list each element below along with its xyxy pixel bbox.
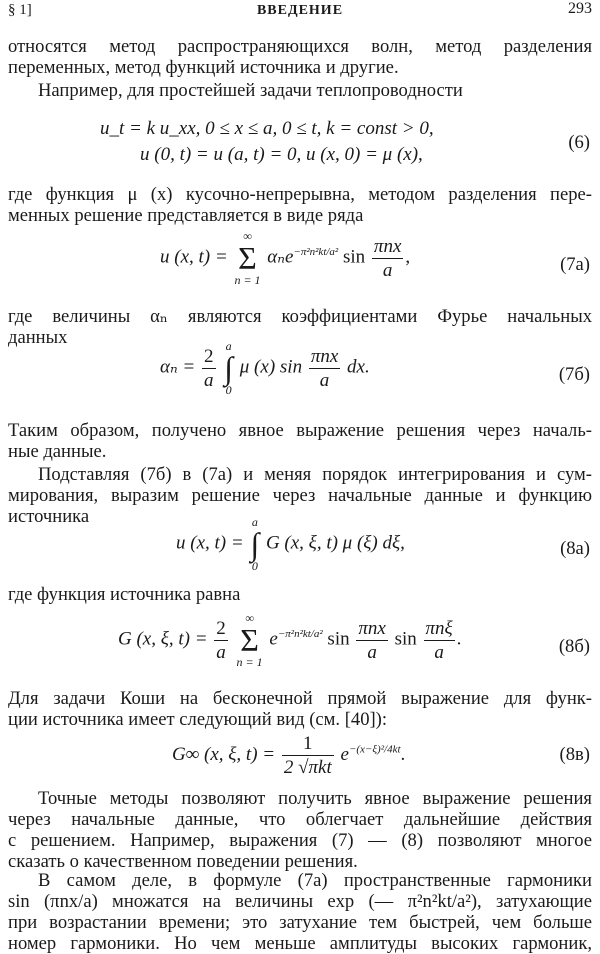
paragraph-7 (8, 584, 592, 605)
equation-number: (8б) (558, 636, 590, 657)
text-line: через начальные данные, что облегчает дальнейшие действия (8, 809, 592, 830)
text-line: номер гармоники. Но чем меньше амплитуды высоких гармоник, (8, 933, 592, 954)
fraction: $\frac{2}{a}$ (204, 345, 214, 391)
text-line: менных решение представляется в виде ряда (8, 205, 364, 226)
fraction: $\frac{1}{\text{2 √πkt}}$ (283, 733, 332, 778)
text-line: Подставляя (7б) в (7а) и меняя порядок интегрирования и сум- (38, 464, 592, 485)
text-line: где функция μ (x) кусочно-непрерывна, методом разделения пере- (8, 184, 592, 205)
text-line: с решением. Например, выражения (7) — (8) позволяют многое (8, 830, 592, 851)
text-line: источника (8, 506, 90, 527)
equation-line: u (0, t) = u (a, t) = 0, u (x, 0) = μ (x), (140, 144, 423, 165)
integral-sign: a ∫ 0 (224, 339, 234, 397)
fraction: $\frac{\text{πnx}}{a}$ (373, 235, 402, 281)
text-line: ции источника имеет следующий вид (см. [40]): (8, 709, 388, 730)
text-line: где функция источника равна (8, 584, 241, 605)
fraction: $\frac{2}{a}$ (216, 617, 226, 663)
summation-sign: ∞ Σ n = 1 (234, 229, 261, 287)
fraction: $\frac{\text{πnx}}{a}$ (310, 345, 339, 391)
text-line: В самом деле, в формуле (7а) пространственные гармоники (38, 870, 592, 891)
text-line: относятся метод распространяющихся волн, метод разделения (8, 36, 592, 57)
equation-number: (7б) (558, 364, 590, 385)
text-line: где величины αₙ являются коэффициентами Фурье начальных (8, 306, 592, 327)
equation-lhs: u (x, t) = (160, 246, 228, 268)
paragraph-10 (8, 870, 592, 954)
equation-number: (6) (568, 132, 590, 153)
text-line: переменных, метод функций источника и другие. (8, 57, 399, 78)
text-line: ные данные. (8, 441, 107, 462)
text-line: sin (πnx/a) множатся на величины exp (— π²n²kt/a²), затухающие (8, 891, 592, 912)
paragraph-1 (8, 36, 592, 78)
equation-6 (0, 118, 600, 168)
paragraph-2 (8, 80, 592, 101)
equation-8b: G (x, ξ, t) = $\frac{2}{a}$ ∞ Σ n = 1 $e^{-\pi^2n^2kt/a^2}$ sin $\frac{\text{πnx}}{a}$ sin $\frac{\text{πnξ}}{a}$ . (8б) (118, 611, 590, 669)
integral-sign: a ∫ 0 (250, 515, 260, 573)
fraction: $\frac{\text{πnx}}{a}$ (358, 617, 386, 663)
equation-7b: αₙ = $\frac{2}{a}$ a ∫ 0 μ (x) sin $\frac{\text{πnx}}{a}$ dx. (7б) (160, 339, 590, 397)
equation-7a: u (x, t) = ∞ Σ n = 1 αₙe$^{-\pi^2n^2kt/a^2}$ sin $\frac{\text{πnx}}{a}$ , (7а) (160, 229, 590, 287)
equation-8a: u (x, t) = a ∫ 0 G (x, ξ, t) μ (ξ) dξ, (8а) (176, 515, 590, 573)
paragraph-8 (8, 688, 592, 730)
text-line: сказать о качественном поведении решения. (8, 851, 358, 872)
equation-8v: G∞ (x, ξ, t) = $\frac{1}{\text{2 √πkt}}$ $e^{-(x-\xi)^2/4kt}$. (8в) (172, 733, 590, 778)
running-title: ВВЕДЕНИЕ (256, 3, 344, 18)
page-number: 293 (568, 0, 592, 17)
text-line: при возрастании времени; это затухание тем быстрей, чем больше (8, 912, 592, 933)
section-marker: § 1] (8, 2, 32, 18)
text-line: Для задачи Коши на бесконечной прямой выражение для функ- (8, 688, 592, 709)
text-line: Например, для простейшей задачи теплопроводности (38, 80, 463, 101)
text-line: мирования, выразим решение через начальные данные и функцию (8, 485, 592, 506)
equation-number: (8в) (559, 744, 590, 765)
fraction: $\frac{\text{πnξ}}{a}$ (425, 617, 453, 663)
summation-sign: ∞ Σ n = 1 (236, 611, 263, 669)
text-line: данных (8, 327, 68, 348)
equation-number: (7а) (560, 254, 590, 275)
paragraph-9 (8, 788, 592, 872)
text-line: Точные методы позволяют получить явное выражение решения (38, 788, 592, 809)
equation-line: u_t = k u_xx, 0 ≤ x ≤ a, 0 ≤ t, k = const > 0, (100, 118, 434, 139)
equation-number: (8а) (560, 538, 590, 559)
text-line: Таким образом, получено явное выражение решения через началь- (8, 420, 592, 441)
paragraph-5 (8, 420, 592, 462)
paragraph-3 (8, 184, 592, 226)
